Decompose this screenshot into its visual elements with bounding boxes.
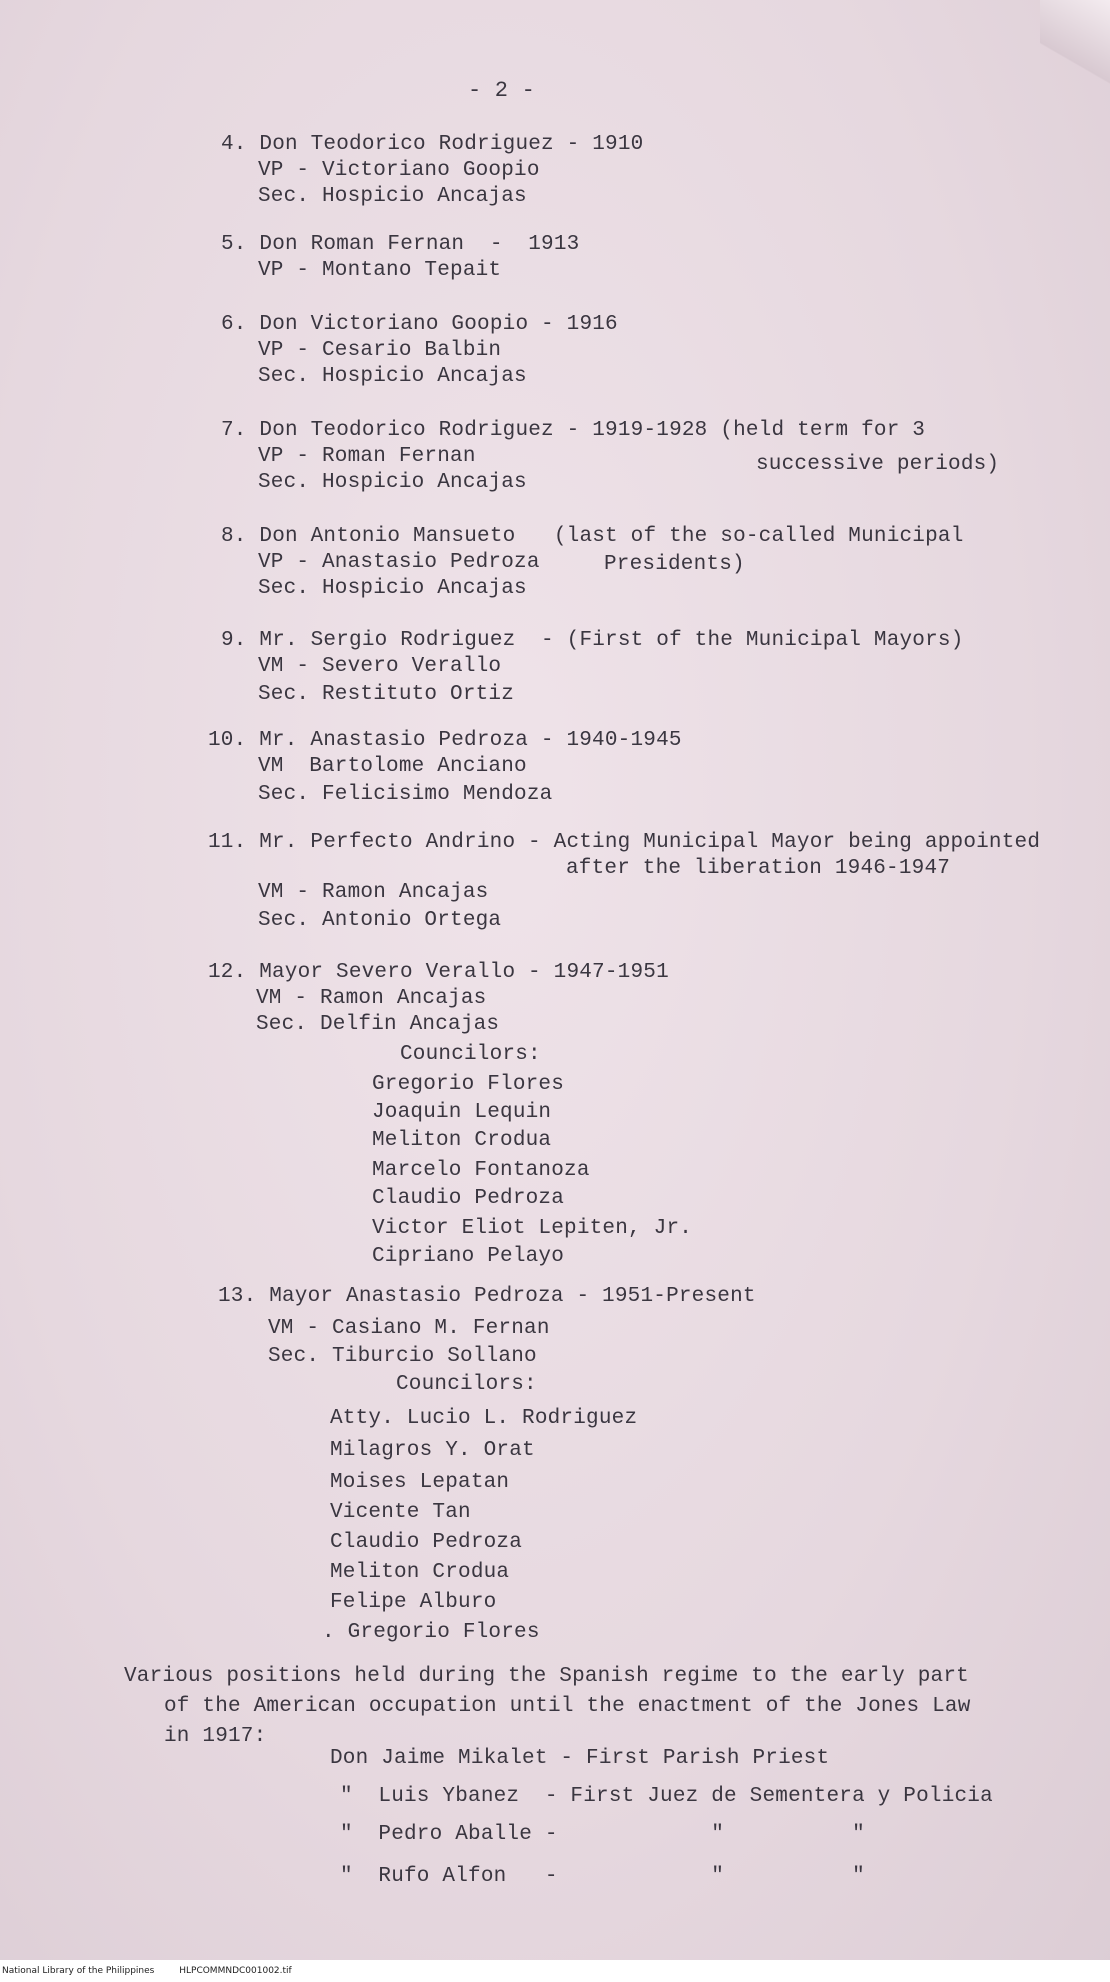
- entry-13-title: 13. Mayor Anastasio Pedroza - 1951-Present: [218, 1285, 756, 1308]
- page-number: - 2 -: [468, 78, 536, 103]
- entry-7-sec: Sec. Hospicio Ancajas: [258, 471, 527, 494]
- entry-6-vp: VP - Cesario Balbin: [258, 339, 502, 362]
- entry-4-vp: VP - Victoriano Goopio: [258, 159, 540, 182]
- entry-8-title: 8. Don Antonio Mansueto (last of the so-called Municipal: [221, 525, 964, 548]
- councilor: Atty. Lucio L. Rodriguez: [330, 1407, 638, 1430]
- entry-6-sec: Sec. Hospicio Ancajas: [258, 365, 527, 388]
- entry-5-title: 5. Don Roman Fernan - 1913: [221, 233, 580, 256]
- entry-4-sec: Sec. Hospicio Ancajas: [258, 185, 527, 208]
- entry-9-title: 9. Mr. Sergio Rodriguez - (First of the Municipal Mayors): [221, 629, 964, 652]
- spanish-intro-line-1: Various positions held during the Spanish regime to the early part: [124, 1665, 969, 1688]
- councilor: Milagros Y. Orat: [330, 1439, 535, 1462]
- position-juez: " Pedro Aballe - " ": [340, 1823, 865, 1846]
- position-parish-priest: Don Jaime Mikalet - First Parish Priest: [330, 1747, 830, 1770]
- councilor: Marcelo Fontanoza: [372, 1159, 590, 1182]
- entry-11-title: 11. Mr. Perfecto Andrino - Acting Municipal Mayor being appointed: [208, 831, 1041, 854]
- councilor: Joaquin Lequin: [372, 1101, 552, 1124]
- entry-11-note: after the liberation 1946-1947: [566, 857, 951, 880]
- councilor: Felipe Alburo: [330, 1591, 497, 1614]
- councilor: . Gregorio Flores: [322, 1621, 540, 1644]
- councilor: Claudio Pedroza: [372, 1187, 565, 1210]
- entry-13-sec: Sec. Tiburcio Sollano: [268, 1345, 537, 1368]
- entry-7-vp: VP - Roman Fernan: [258, 445, 476, 468]
- entry-9-sec: Sec. Restituto Ortiz: [258, 683, 515, 706]
- entry-10-title: 10. Mr. Anastasio Pedroza - 1940-1945: [208, 729, 682, 752]
- councilor: Vicente Tan: [330, 1501, 471, 1524]
- scan-footer: [0, 1960, 1110, 1982]
- entry-4-title: 4. Don Teodorico Rodriguez - 1910: [221, 133, 644, 156]
- councilor: Victor Eliot Lepiten, Jr.: [372, 1217, 693, 1240]
- councilor: Meliton Crodua: [372, 1129, 552, 1152]
- entry-12-councilors-heading: Councilors:: [400, 1043, 541, 1066]
- spanish-intro-line-2: of the American occupation until the enactment of the Jones Law: [164, 1695, 971, 1718]
- entry-7-title: 7. Don Teodorico Rodriguez - 1919-1928 (held term for 3: [221, 419, 926, 442]
- entry-5-vp: VP - Montano Tepait: [258, 259, 502, 282]
- entry-13-councilors-heading: Councilors:: [396, 1373, 537, 1396]
- entry-13-vm: VM - Casiano M. Fernan: [268, 1317, 550, 1340]
- entry-10-sec: Sec. Felicisimo Mendoza: [258, 783, 553, 806]
- entry-8-note: Presidents): [604, 553, 745, 576]
- entry-12-sec: Sec. Delfin Ancajas: [256, 1013, 500, 1036]
- footer-filename: HLPCOMMNDC001002.tif: [179, 1966, 292, 1976]
- entry-10-vm: VM Bartolome Anciano: [258, 755, 527, 778]
- entry-6-title: 6. Don Victoriano Goopio - 1916: [221, 313, 618, 336]
- position-juez: " Rufo Alfon - " ": [340, 1865, 865, 1888]
- entry-12-title: 12. Mayor Severo Verallo - 1947-1951: [208, 961, 669, 984]
- councilor: Claudio Pedroza: [330, 1531, 523, 1554]
- councilor: Cipriano Pelayo: [372, 1245, 565, 1268]
- spanish-intro-line-3: in 1917:: [164, 1725, 267, 1748]
- entry-7-note: successive periods): [756, 453, 1000, 476]
- entry-8-sec: Sec. Hospicio Ancajas: [258, 577, 527, 600]
- councilor: Moises Lepatan: [330, 1471, 510, 1494]
- folded-corner: [1040, 0, 1110, 110]
- entry-11-vm: VM - Ramon Ancajas: [258, 881, 489, 904]
- entry-8-vp: VP - Anastasio Pedroza: [258, 551, 540, 574]
- entry-11-sec: Sec. Antonio Ortega: [258, 909, 502, 932]
- councilor: Gregorio Flores: [372, 1073, 565, 1096]
- councilor: Meliton Crodua: [330, 1561, 510, 1584]
- entry-12-vm: VM - Ramon Ancajas: [256, 987, 487, 1010]
- entry-9-vm: VM - Severo Verallo: [258, 655, 502, 678]
- position-juez: " Luis Ybanez - First Juez de Sementera y Policia: [340, 1785, 993, 1808]
- footer-library: National Library of the Philippines: [2, 1966, 155, 1976]
